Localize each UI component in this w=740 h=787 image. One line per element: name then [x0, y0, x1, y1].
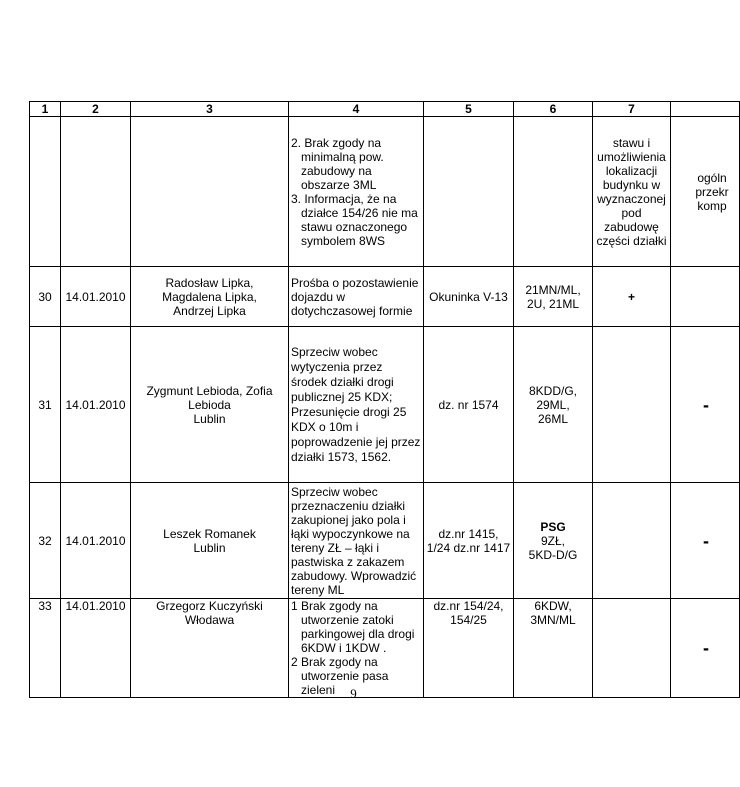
row-col8: - [671, 327, 740, 483]
row-names: Radosław Lipka, Magdalena Lipka, Andrzej Lipka [131, 267, 289, 327]
continuation-request [289, 117, 424, 267]
row-number: 30 [30, 267, 61, 327]
header-col-8 [671, 102, 740, 117]
header-col-5: 5 [424, 102, 514, 117]
row-col7 [593, 327, 671, 483]
row-request: Sprzeciw wobec wytyczenia przez środek działki drogi publicznej 25 KDX; Przesunięcie drogi 25 KDX o 10m i poprowadzenie jej przez działki 1573, 1562. [289, 327, 424, 483]
row-request [289, 599, 424, 698]
header-col-2: 2 [61, 102, 131, 117]
row-date: 14.01.2010 [61, 267, 131, 327]
row-date: 14.01.2010 [61, 599, 131, 698]
page-number: 9 [350, 686, 357, 701]
continuation-col7: stawu i umożliwienia lokalizacji budynku w wyznaczonej pod zabudowę części działki [593, 117, 671, 267]
row-col8 [671, 267, 740, 327]
row-col8: - [671, 599, 740, 698]
table-row [30, 599, 740, 698]
header-col-4: 4 [289, 102, 424, 117]
objections-table [29, 101, 740, 698]
row-location: dz.nr 1415, 1/24 dz.nr 1417 [424, 483, 514, 599]
row-request: Sprzeciw wobec przeznaczeniu działki zakupionej jako pola i łąki wypoczynkowe na tereny ZŁ – łąki i pastwiska z zakazem zabudowy. Wprowadzić tereny ML [289, 483, 424, 599]
row-col7: + [593, 267, 671, 327]
header-col-3: 3 [131, 102, 289, 117]
row-col7 [593, 599, 671, 698]
row-location: dz.nr 154/24, 154/25 [424, 599, 514, 698]
header-row [30, 102, 740, 117]
list-item: 3. Informacja, że na działce 154/26 nie ma stawu oznaczonego symbolem 8WS [291, 191, 418, 248]
row-date: 14.01.2010 [61, 327, 131, 483]
table-row [30, 267, 740, 327]
row-symbols: 8KDD/G, 29ML, 26ML [514, 327, 593, 483]
header-col-7: 7 [593, 102, 671, 117]
list-item: 2. Brak zgody na minimalną pow. zabudowy na obszarze 3ML [291, 135, 384, 192]
row-location: Okuninka V-13 [424, 267, 514, 327]
row-location: dz. nr 1574 [424, 327, 514, 483]
row-symbols: 21MN/ML, 2U, 21ML [514, 267, 593, 327]
row-number: 31 [30, 327, 61, 483]
table-row [30, 327, 740, 483]
header-col-6: 6 [514, 102, 593, 117]
continuation-col8: ogóln przekr komp [671, 117, 740, 267]
row-date: 14.01.2010 [61, 483, 131, 599]
row-names: Leszek Romanek Lublin [131, 483, 289, 599]
row-symbols: PSG 9ZŁ, 5KD-D/G [514, 483, 593, 599]
list-item: 2 Brak zgody na utworzenie pasa zieleni [291, 655, 389, 697]
row-col8: - [671, 483, 740, 599]
row-names: Zygmunt Lebioda, Zofia Lebioda Lublin [131, 327, 289, 483]
table-row [30, 483, 740, 599]
row-col7 [593, 483, 671, 599]
row-request: Prośba o pozostawienie dojazdu w dotychczasowej formie [289, 267, 424, 327]
header-col-1: 1 [30, 102, 61, 117]
row-number: 32 [30, 483, 61, 599]
row-names: Grzegorz Kuczyński Włodawa [131, 599, 289, 698]
table-row-continuation [30, 117, 740, 267]
row-number: 33 [30, 599, 61, 698]
list-item: 1 Brak zgody na utworzenie zatoki parkingowej dla drogi 6KDW i 1KDW . [291, 599, 415, 655]
row-symbols: 6KDW, 3MN/ML [514, 599, 593, 698]
